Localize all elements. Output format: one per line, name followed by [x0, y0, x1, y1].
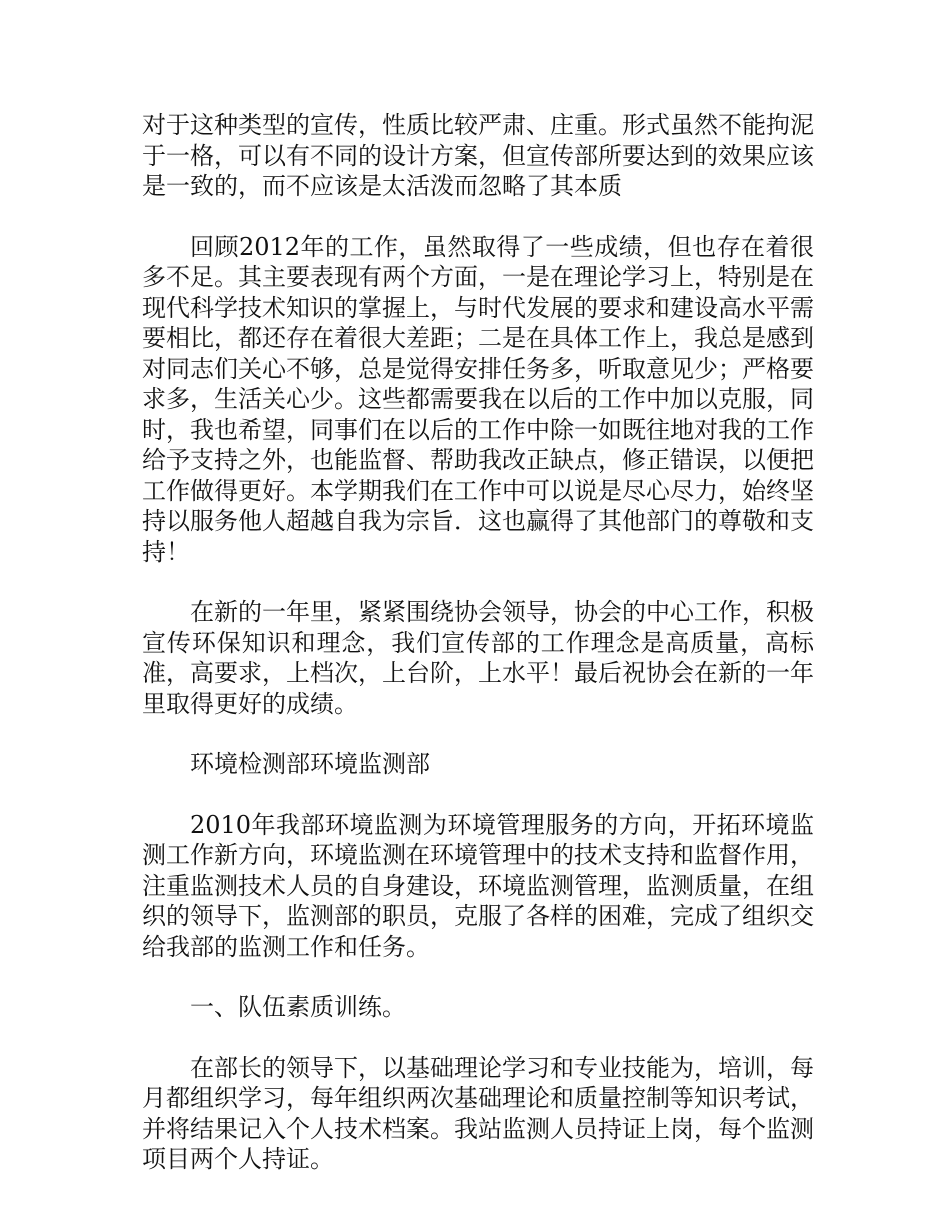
paragraph-intro: 对于这种类型的宣传，性质比较严肃、庄重。形式虽然不能拘泥于一格，可以有不同的设计方案，但宣传部所要达到的效果应该是一致的，而不应该是太活泼而忽略了其本质 [142, 111, 814, 200]
paragraph-review-2012: 回顾2012年的工作，虽然取得了一些成绩，但也存在着很多不足。其主要表现有两个方面，一是在理论学习上，特别是在现代科学技术知识的掌握上，与时代发展的要求和建设高水平需要相比，都还存在着很大差距；二是在具体工作上，我总是感到对同志们关心不够，总是觉得安排任务多，听取意见少；严格要求多，生活关心少。这些都需要我在以后的工作中加以克服，同时，我也希望，同事们在以后的工作中除一如既往地对我的工作给予支持之外，也能监督、帮助我改正缺点，修正错误，以便把工作做得更好。本学期我们在工作中可以说是尽心尽力，始终坚持以服务他人超越自我为宗旨．这也赢得了其他部门的尊敬和支持！ [142, 232, 814, 566]
paragraph-training-details: 在部长的领导下，以基础理论学习和专业技能为，培训，每月都组织学习，每年组织两次基础理论和质量控制等知识考试，并将结果记入个人技术档案。我站监测人员持证上岗，每个监测项目两个人持证。 [142, 1053, 814, 1173]
document-body [142, 110, 814, 1205]
section-heading-team-training: 一、队伍素质训练。 [190, 993, 406, 1021]
paragraph-monitoring-2010: 2010年我部环境监测为环境管理服务的方向，开拓环境监测工作新方向，环境监测在环境管理中的技术支持和监督作用，注重监测技术人员的自身建设，环境监测管理，监测质量，在组织的领导下，监测部的职员，克服了各样的困难，完成了组织交给我部的监测工作和任务。 [142, 810, 814, 961]
section-heading-monitoring: 环境检测部环境监测部 [190, 750, 430, 778]
paragraph-new-year: 在新的一年里，紧紧围绕协会领导，协会的中心工作，积极宣传环保知识和理念，我们宣传部的工作理念是高质量，高标准，高要求，上档次，上台阶，上水平！最后祝协会在新的一年里取得更好的成绩。 [142, 598, 814, 718]
